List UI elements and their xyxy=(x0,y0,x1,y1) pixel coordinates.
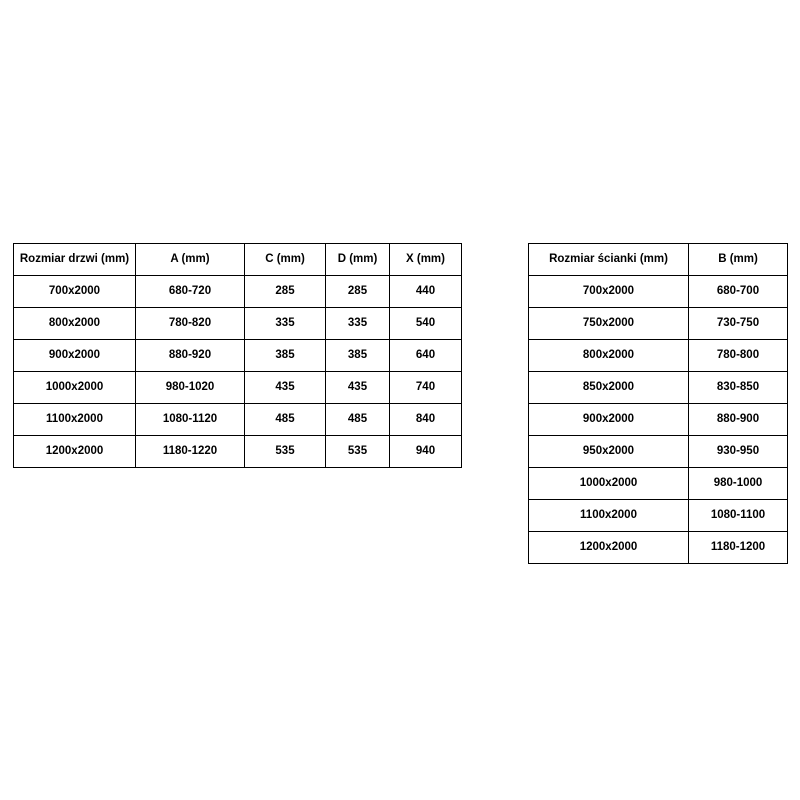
cell-x: 740 xyxy=(390,372,462,404)
cell-c: 485 xyxy=(245,404,326,436)
table-row xyxy=(529,436,788,468)
cell-d: 385 xyxy=(326,340,390,372)
column-header-d: D (mm) xyxy=(326,244,390,276)
table-row xyxy=(14,276,462,308)
table-row xyxy=(14,436,462,468)
cell-d: 435 xyxy=(326,372,390,404)
column-header-x: X (mm) xyxy=(390,244,462,276)
column-header-door-size: Rozmiar drzwi (mm) xyxy=(14,244,136,276)
cell-wall-size: 750x2000 xyxy=(529,308,689,340)
cell-wall-size: 1200x2000 xyxy=(529,532,689,564)
doors-size-table xyxy=(13,243,462,468)
cell-c: 385 xyxy=(245,340,326,372)
cell-a: 980-1020 xyxy=(136,372,245,404)
cell-wall-size: 850x2000 xyxy=(529,372,689,404)
cell-x: 640 xyxy=(390,340,462,372)
cell-x: 940 xyxy=(390,436,462,468)
cell-door-size: 800x2000 xyxy=(14,308,136,340)
cell-d: 535 xyxy=(326,436,390,468)
cell-b: 1180-1200 xyxy=(689,532,788,564)
cell-door-size: 700x2000 xyxy=(14,276,136,308)
cell-a: 1080-1120 xyxy=(136,404,245,436)
table-row xyxy=(529,532,788,564)
table-row xyxy=(529,468,788,500)
wall-panel-size-table xyxy=(528,243,788,564)
cell-door-size: 1100x2000 xyxy=(14,404,136,436)
table-row xyxy=(529,404,788,436)
table-row xyxy=(14,308,462,340)
cell-b: 980-1000 xyxy=(689,468,788,500)
cell-c: 285 xyxy=(245,276,326,308)
cell-d: 335 xyxy=(326,308,390,340)
cell-wall-size: 800x2000 xyxy=(529,340,689,372)
cell-b: 680-700 xyxy=(689,276,788,308)
cell-wall-size: 900x2000 xyxy=(529,404,689,436)
cell-door-size: 1000x2000 xyxy=(14,372,136,404)
column-header-b: B (mm) xyxy=(689,244,788,276)
cell-d: 285 xyxy=(326,276,390,308)
cell-x: 440 xyxy=(390,276,462,308)
table-row xyxy=(529,500,788,532)
cell-b: 1080-1100 xyxy=(689,500,788,532)
table-row xyxy=(529,340,788,372)
cell-d: 485 xyxy=(326,404,390,436)
table-row xyxy=(529,372,788,404)
cell-door-size: 900x2000 xyxy=(14,340,136,372)
cell-wall-size: 1000x2000 xyxy=(529,468,689,500)
cell-b: 780-800 xyxy=(689,340,788,372)
cell-c: 535 xyxy=(245,436,326,468)
cell-a: 880-920 xyxy=(136,340,245,372)
cell-x: 840 xyxy=(390,404,462,436)
cell-a: 780-820 xyxy=(136,308,245,340)
column-header-wall-size: Rozmiar ścianki (mm) xyxy=(529,244,689,276)
cell-wall-size: 950x2000 xyxy=(529,436,689,468)
cell-x: 540 xyxy=(390,308,462,340)
table-row xyxy=(14,340,462,372)
column-header-a: A (mm) xyxy=(136,244,245,276)
column-header-c: C (mm) xyxy=(245,244,326,276)
cell-b: 880-900 xyxy=(689,404,788,436)
cell-c: 435 xyxy=(245,372,326,404)
table-header-row xyxy=(14,244,462,276)
cell-b: 930-950 xyxy=(689,436,788,468)
cell-door-size: 1200x2000 xyxy=(14,436,136,468)
table-header-row xyxy=(529,244,788,276)
cell-a: 1180-1220 xyxy=(136,436,245,468)
cell-wall-size: 1100x2000 xyxy=(529,500,689,532)
table-row xyxy=(14,372,462,404)
cell-b: 830-850 xyxy=(689,372,788,404)
cell-c: 335 xyxy=(245,308,326,340)
cell-a: 680-720 xyxy=(136,276,245,308)
table-row xyxy=(14,404,462,436)
table-row xyxy=(529,276,788,308)
cell-b: 730-750 xyxy=(689,308,788,340)
table-row xyxy=(529,308,788,340)
cell-wall-size: 700x2000 xyxy=(529,276,689,308)
